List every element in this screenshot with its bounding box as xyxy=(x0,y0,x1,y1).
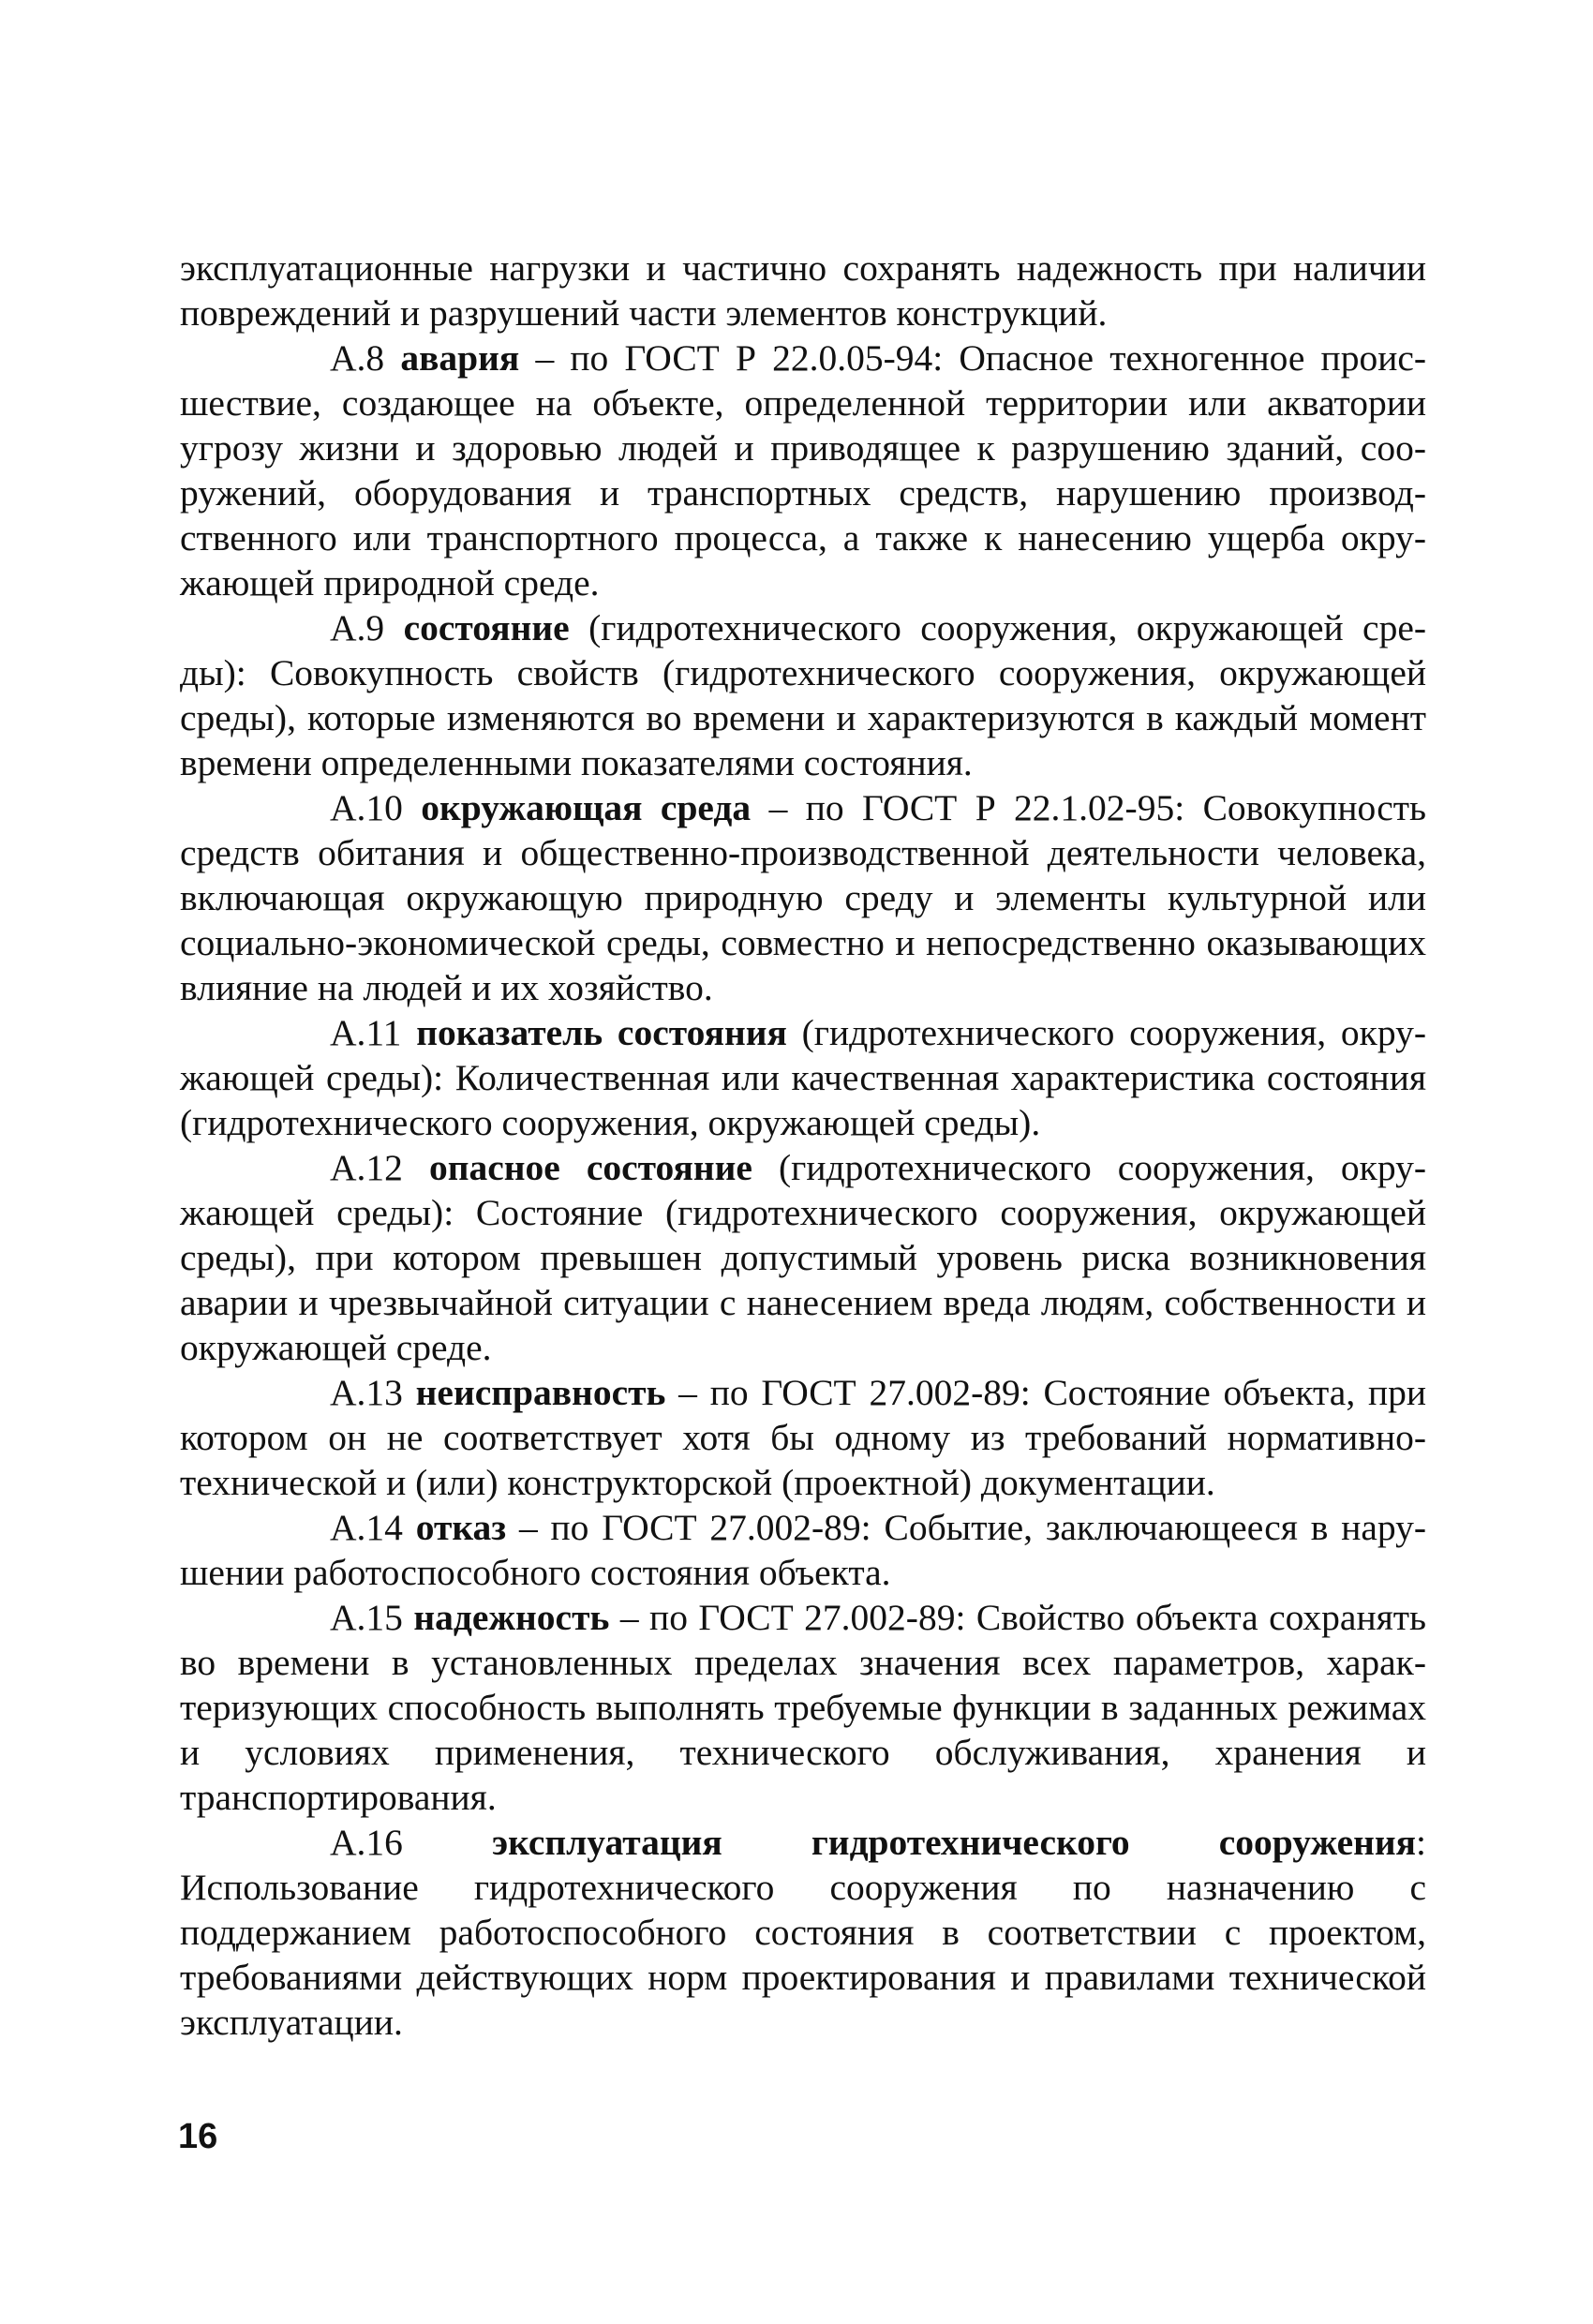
definition-a15 xyxy=(180,1595,1426,1820)
item-number: А.14 xyxy=(330,1507,403,1548)
continuation-paragraph: эксплуатационные нагрузки и частично сохранять надежность при наличии повреждений и разрушений части элементов конструкций. xyxy=(180,247,1426,334)
definition-a9 xyxy=(180,605,1426,785)
definition-term: показатель состояния xyxy=(416,1012,787,1053)
item-number: А.10 xyxy=(330,787,403,828)
definition-text: – по ГОСТ Р 22.1.02-95: Совокупность средств обитания и общественно-производственной деятельности человека, включающая окружающую природную среду и элементы культурной или социально-экономической среды, совместно и непосредственно оказывающих влияние на людей и их хозяйство. xyxy=(180,787,1427,1008)
definition-text: (гидротехнического сооружения, окружающей среды): Состояние (гидротехнического сооружения, окружающей среды), при котором превышен допустимый уровень риска возникновения аварии и чрезвычайной ситуации с нанесением вреда людям, собственности и окружающей среде. xyxy=(180,1147,1427,1368)
item-number: А.11 xyxy=(330,1012,402,1053)
item-number: А.12 xyxy=(330,1147,403,1188)
definition-term: окружающая среда xyxy=(421,787,752,828)
item-number: А.8 xyxy=(330,337,385,379)
definition-text: : Использование гидротехнического сооружения по назначению с поддержанием работоспособного состояния в соответствии с проектом, требованиями действующих норм проектирования и правилами технической эксплуатации. xyxy=(180,1822,1426,2043)
definition-text: (гидротехнического сооружения, окружающей среды): Количественная или качественная характеристика состояния (гидротехнического сооружения, окружающей среды). xyxy=(180,1012,1426,1143)
definition-a10 xyxy=(180,785,1426,1010)
definition-a12 xyxy=(180,1145,1426,1370)
item-number: А.9 xyxy=(330,607,385,648)
definition-term: надежность xyxy=(413,1597,610,1638)
page-number: 16 xyxy=(178,2117,218,2156)
definition-text: – по ГОСТ 27.002-89: Свойство объекта сохранять во времени в установленных пределах значения всех параметров, характеризующих способность выполнять требуемые функции в заданных режимах и условиях применения, технического обслуживания, хранения и транспортирования. xyxy=(180,1597,1427,1818)
item-number: А.13 xyxy=(330,1372,403,1413)
definition-term: отказ xyxy=(415,1507,507,1548)
definition-a13 xyxy=(180,1370,1426,1505)
definition-text: (гидротехнического сооружения, окружающей среды): Совокупность свойств (гидротехнического сооружения, окружающей среды), которые изменяются во времени и характеризуются в каждый момент времени определенными показателями состояния. xyxy=(180,607,1427,783)
definition-a8 xyxy=(180,335,1426,605)
definition-term: эксплуатация гидротехнического сооружения xyxy=(492,1822,1417,1863)
item-number: А.16 xyxy=(330,1822,403,1863)
definition-a14 xyxy=(180,1505,1426,1595)
definition-text: – по ГОСТ 27.002-89: Событие, заключающееся в нарушении работоспособного состояния объекта. xyxy=(180,1507,1427,1593)
definition-term: опасное состояние xyxy=(428,1147,752,1188)
definition-text: – по ГОСТ 27.002-89: Состояние объекта, при котором он не соответствует хотя бы одному из требований нормативно-технической и (или) конструкторской (проектной) документации. xyxy=(180,1372,1426,1503)
definition-a16 xyxy=(180,1820,1426,2045)
definition-term: состояние xyxy=(403,607,570,648)
definition-text: – по ГОСТ Р 22.0.05-94: Опасное техногенное происшествие, создающее на объекте, определенной территории или акватории угрозу жизни и здоровью людей и приводящее к разрушению зданий, сооружений, оборудования и транспортных средств, нарушению производственного или транспортного процесса, а также к нанесению ущерба окружающей природной среде. xyxy=(180,337,1427,603)
definition-a11 xyxy=(180,1010,1426,1145)
definition-term: неисправность xyxy=(415,1372,666,1413)
definition-term: авария xyxy=(400,337,520,379)
item-number: А.15 xyxy=(330,1597,403,1638)
document-page xyxy=(180,246,1426,2045)
